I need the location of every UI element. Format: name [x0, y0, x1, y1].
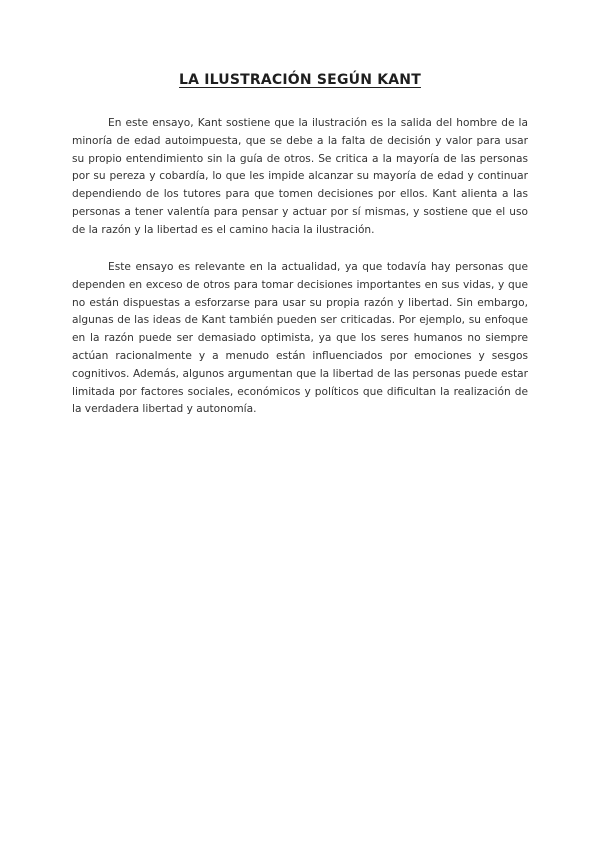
paragraph-2: Este ensayo es relevante en la actualidad, ya que todavía hay personas que dependen en exceso de otros para tomar decisiones importantes en sus vidas, y que no están dispuestas a esforzarse para usar su propia razón y libertad. Sin embargo, algunas de las ideas de Kant también pueden ser criticadas. Por ejemplo, su enfoque en la razón puede ser demasiado optimista, ya que los seres humanos no siempre actúan racionalmente y a menudo están influenciados por emociones y sesgos cognitivos. Además, algunos argumentan que la libertad de las personas puede estar limitada por factores sociales, económicos y políticos que dificultan la realización de la verdadera libertad y autonomía. — [72, 261, 528, 416]
paragraph-1: En este ensayo, Kant sostiene que la ilustración es la salida del hombre de la minoría de edad autoimpuesta, que se debe a la falta de decisión y valor para usar su propio entendimiento sin la guía de otros. Se critica a la mayoría de las personas por su pereza y cobardía, lo que les impide alcanzar su mayoría de edad y continuar dependiendo de los tutores para que tomen decisiones por ellos. Kant alienta a las personas a tener valentía para pensar y actuar por sí mismas, y sostiene que el uso de la razón y la libertad es el camino hacia la ilustración. — [72, 117, 528, 236]
document-title: LA ILUSTRACIÓN SEGÚN KANT — [179, 72, 421, 88]
